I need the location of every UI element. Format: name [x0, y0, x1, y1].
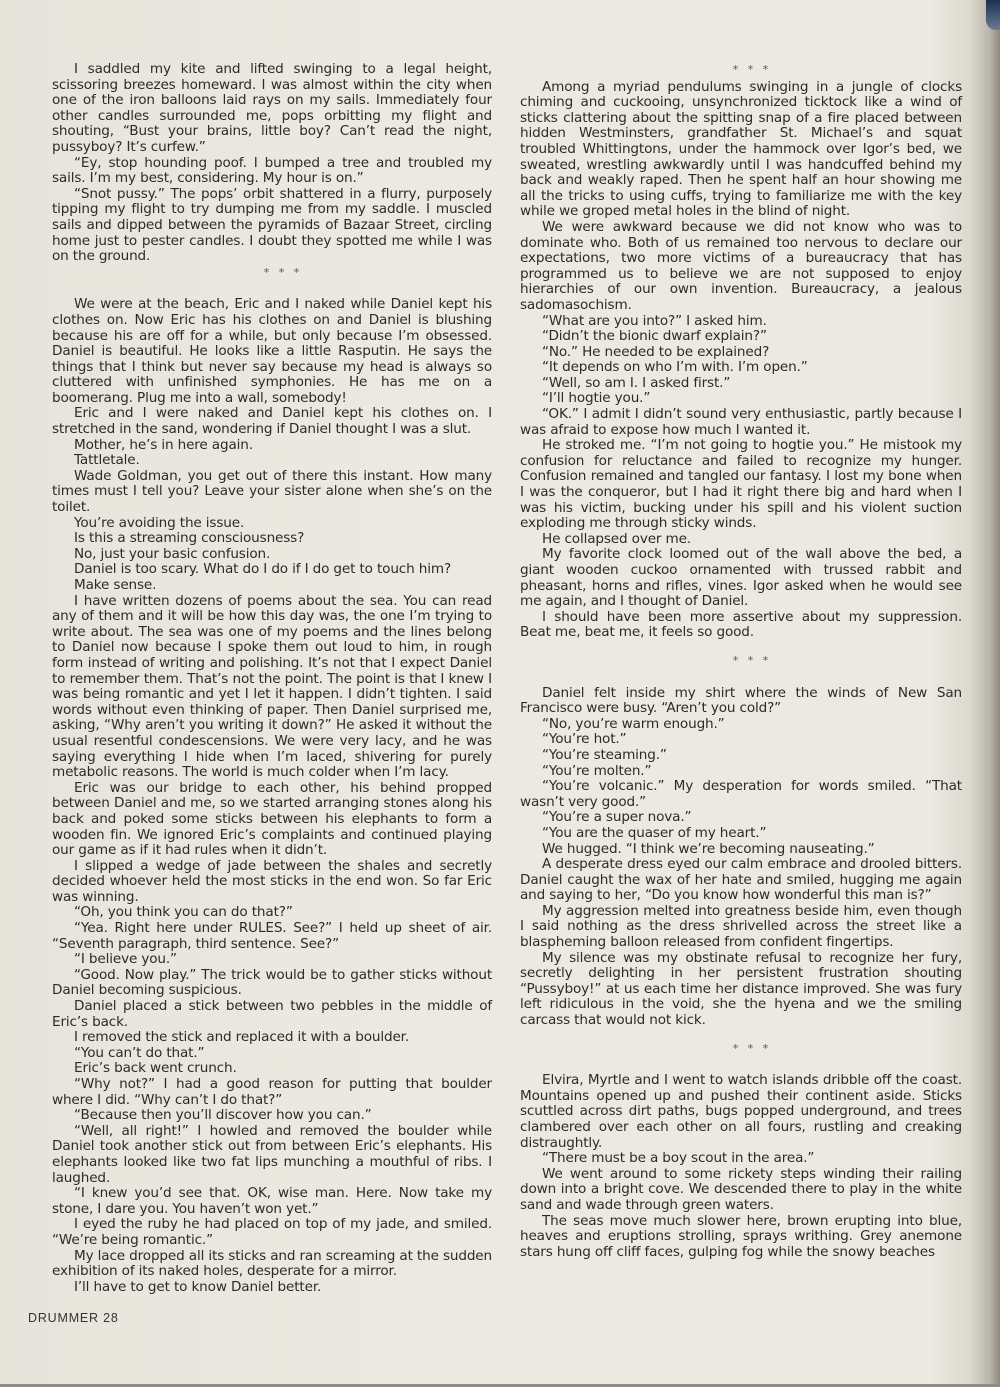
paragraph: “Why not?” I had a good reason for putting that boulder where I did. “Why can’t I do that?”: [52, 1076, 492, 1108]
paragraph: “Well, all right!” I howled and removed the boulder while Daniel took another stick out from between Eric’s elephants. His elephants looked like two fat lips munching a mouthful of ribs. I laughed.: [52, 1122, 492, 1186]
left-column: [52, 62, 492, 1295]
paragraph: “You are the quaser of my heart.”: [542, 824, 767, 841]
paragraph: “There must be a boy scout in the area.”: [542, 1150, 815, 1167]
paragraph: You’re avoiding the issue.: [74, 514, 245, 531]
paragraph: “You’re molten.”: [542, 762, 652, 779]
paragraph: “Well, so am I. I asked first.”: [542, 374, 731, 391]
section-separator: * * *: [732, 1041, 772, 1055]
paragraph: “Good. Now play.” The trick would be to gather sticks without Daniel becoming suspicious.: [52, 966, 492, 999]
paragraph: We were at the beach, Eric and I naked while Daniel kept his clothes on. Now Eric has his clothes on and Daniel is blushing because his are off for a while, but only because I’m obsessed. Daniel is beautiful. He looks like a little Rasputin. He says the things that I think but never say because my head is always so cluttered with unfinished symphonies. He has me on a boomerang. Plug me into a wall, somebody!: [52, 296, 492, 406]
paragraph: “You can’t do that.”: [74, 1044, 205, 1061]
paragraph: Is this a streaming consciousness?: [74, 530, 305, 547]
paragraph: Tattletale.: [74, 452, 140, 469]
paragraph: I should have been more assertive about my suppression. Beat me, beat me, it feels so good.: [520, 608, 962, 641]
paragraph: He collapsed over me.: [542, 530, 692, 547]
paragraph: Make sense.: [74, 577, 157, 593]
section-separator: * * *: [263, 265, 303, 279]
paragraph: We were awkward because we did not know who was to dominate who. Both of us remained too nervous to declare our expectations, two more victims of a bureaucracy that has programmed us to believe we are not supposed to enjoy hierarchies of our own invention. Bureaucracy, a jealous sadomasochism.: [520, 218, 962, 313]
paragraph: “I’ll hogtie you.”: [542, 390, 651, 407]
paragraph: Eric’s back went crunch.: [74, 1060, 237, 1077]
paragraph: I removed the stick and replaced it with a boulder.: [74, 1029, 410, 1046]
paragraph: He stroked me. “I’m not going to hogtie you.” He mistook my confusion for reluctance and failed to recognize my hunger. Confusion remained and tangled our fantasy. I lost my bone when I was the conqueror, but I had it right there big and hard when I was his victim, bucking under his spill and his violent suction exploding me through sticky winds.: [520, 437, 962, 532]
right-section-2: [520, 686, 962, 1029]
paragraph: “You’re hot.”: [542, 731, 627, 748]
paragraph: Among a myriad pendulums swinging in a jungle of clocks chiming and cuckooing, unsynchronized ticktock like a wind of sticks clattering about the spitting snap of a fire placed between hidden Westminsters, grandfather St. Michael’s and squat troubled Whittingtons, under the hammock over Igor’s bed, we sweated, wrestling awkwardly until I was handcuffed behind my back and weakly raped. Then he spent half an hour showing me all the tricks to using cuffs, trying to familiarize me with the key while we groped metal holes in the blind of night.: [520, 78, 962, 220]
paragraph: Elvira, Myrtle and I went to watch islands dribble off the coast. Mountains opened up and pushed their continent aside. Sticks scuttled across dirt paths, bugs popped underground, and trees clambered over each other on all fours, rustling and creaking distraughtly.: [520, 1072, 962, 1151]
left-section-1: [52, 62, 492, 265]
paragraph: I slipped a wedge of jade between the shales and secretly decided whoever held the most sticks in the end won. So far Eric was winning.: [52, 857, 492, 905]
paragraph: “No, you’re warm enough.”: [542, 715, 725, 732]
page-spine-edge: [986, 0, 1000, 30]
section-separator: * * *: [732, 653, 772, 667]
paragraph: “OK.” I admit I didn’t sound very enthusiastic, partly because I was afraid to expose how much I wanted it.: [520, 406, 962, 438]
paragraph: “You’re volcanic.” My desperation for words smiled. “That wasn’t very good.”: [520, 778, 962, 810]
paragraph: “What are you into?” I asked him.: [542, 312, 767, 329]
right-column: [520, 62, 962, 1260]
paragraph: “Snot pussy.” The pops’ orbit shattered in a flurry, purposely tipping my flight to try dumping me from my saddle. I muscled sails and dipped between the pyramids of Bazaar Street, circling home just to pester candles. I doubt they spotted me while I was on the ground.: [52, 185, 492, 265]
paragraph: “Didn’t the bionic dwarf explain?”: [542, 328, 767, 345]
paragraph: I’ll have to get to know Daniel better.: [74, 1278, 322, 1295]
paragraph: We hugged. “I think we’re becoming nauseating.”: [542, 840, 875, 857]
right-section-1: [520, 80, 962, 641]
paragraph: “I believe you.”: [74, 951, 177, 968]
paragraph: I have written dozens of poems about the sea. You can read any of them and it will be how this day was, the one I’m trying to write about. The sea was one of my poems and the lines belong to Daniel now because I spoke them out loud to him, in rough form instead of writing and polishing. It’s not that I expect Daniel to remember them. That’s not the point. The point is that I knew I was being romantic and yet I let it happen. I didn’t tighten. I said words without even thinking of paper. Then Daniel surprised me, asking, “Why aren’t you writing it down?” He asked it without the usual resentful condescensions. We were very lacy, and he was saying everything I hide when I’m laced, shivering for purely metabolic reasons. The world is much colder when I’m lacy.: [52, 592, 492, 781]
paragraph: We went around to some rickety steps winding their railing down into a bright cove. We descended there to play in the white sand and wade through green waters.: [520, 1165, 962, 1213]
paragraph: My aggression melted into greatness beside him, even though I said nothing as the dress shrivelled across the street like a blaspheming balloon released from confident fingertips.: [520, 902, 962, 951]
paragraph: A desperate dress eyed our calm embrace and drooled bitters. Daniel caught the wax of her hate and smiled, hugging me again and saying to her, “Do you know how wonderful this man is?”: [520, 856, 962, 904]
paragraph: Daniel placed a stick between two pebbles in the middle of Eric’s back.: [52, 998, 492, 1030]
right-section-3: [520, 1073, 962, 1260]
left-section-2: [52, 297, 492, 1295]
paragraph: My favorite clock loomed out of the wall above the bed, a giant wooden cuckoo ornamented with trussed rabbit and pheasant, horns and rifles, vines. Igor asked when he would see me again, and I thought of Daniel.: [520, 546, 962, 610]
paragraph: Daniel felt inside my shirt where the winds of New San Francisco were busy. “Aren’t you cold?”: [520, 684, 962, 717]
paragraph: “Because then you’ll discover how you can.”: [74, 1107, 372, 1124]
page-footer: DRUMMER 28: [28, 1311, 119, 1325]
paragraph: “Yea. Right here under RULES. See?” I held up sheet of air. “Seventh paragraph, third sentence. See?”: [52, 920, 492, 952]
paragraph: Mother, he’s in here again.: [74, 436, 253, 453]
section-separator: * * *: [732, 63, 772, 76]
paragraph: “Oh, you think you can do that?”: [74, 904, 293, 921]
paragraph: “Ey, stop hounding poof. I bumped a tree and troubled my sails. I’m my best, considering. My hour is on.”: [52, 154, 492, 187]
paragraph: “I knew you’d see that. OK, wise man. Here. Now take my stone, I dare you. You haven’t won yet.”: [52, 1185, 492, 1217]
paragraph: Eric was our bridge to each other, his behind propped between Daniel and me, so we started arranging stones along his back and poked some sticks between his elephants to form a wooden fin. We ignored Eric’s complaints and continued playing our game as if it had rules when it didn’t.: [52, 779, 492, 859]
paragraph: The seas move much slower here, brown erupting into blue, heaves and eruptions strolling, sprays writhing. Grey anemone stars hung off cliff faces, gulping fog while the snowy beaches: [520, 1212, 962, 1260]
paragraph: I eyed the ruby he had placed on top of my jade, and smiled. “We’re being romantic.”: [52, 1216, 492, 1248]
paragraph: Eric and I were naked and Daniel kept his clothes on. I stretched in the sand, wondering if Daniel thought I was a slut.: [52, 405, 492, 438]
paragraph: Daniel is too scary. What do I do if I do get to touch him?: [74, 561, 452, 578]
paragraph: My silence was my obstinate refusal to recognize her fury, secretly delighting in her persistent frustration shouting “Pussyboy!” at us each time her distance improved. She was fury left ridiculous in the void, she the hyena and we the smiling carcass that would not kick.: [520, 949, 962, 1029]
paragraph: “No.” He needed to be explained?: [542, 343, 770, 360]
paragraph: “You’re a super nova.”: [542, 809, 692, 826]
paragraph: “You’re steaming.”: [542, 746, 667, 763]
paragraph: Wade Goldman, you get out of there this instant. How many times must I tell you? Leave your sister alone when she’s on the toilet.: [52, 467, 492, 516]
paragraph: “It depends on who I’m with. I’m open.”: [542, 359, 808, 376]
paragraph: I saddled my kite and lifted swinging to a legal height, scissoring breezes homeward. I was almost within the city when one of the iron balloons laid rays on my sails. Immediately four other candles surrounded me, pops orbitting my flight and shouting, “Bust your brains, little boy? Can’t read the night, pussyboy? It’s curfew.”: [52, 61, 492, 155]
paragraph: My lace dropped all its sticks and ran screaming at the sudden exhibition of its naked holes, desperate for a mirror.: [52, 1247, 492, 1280]
paragraph: No, just your basic confusion.: [74, 545, 271, 562]
